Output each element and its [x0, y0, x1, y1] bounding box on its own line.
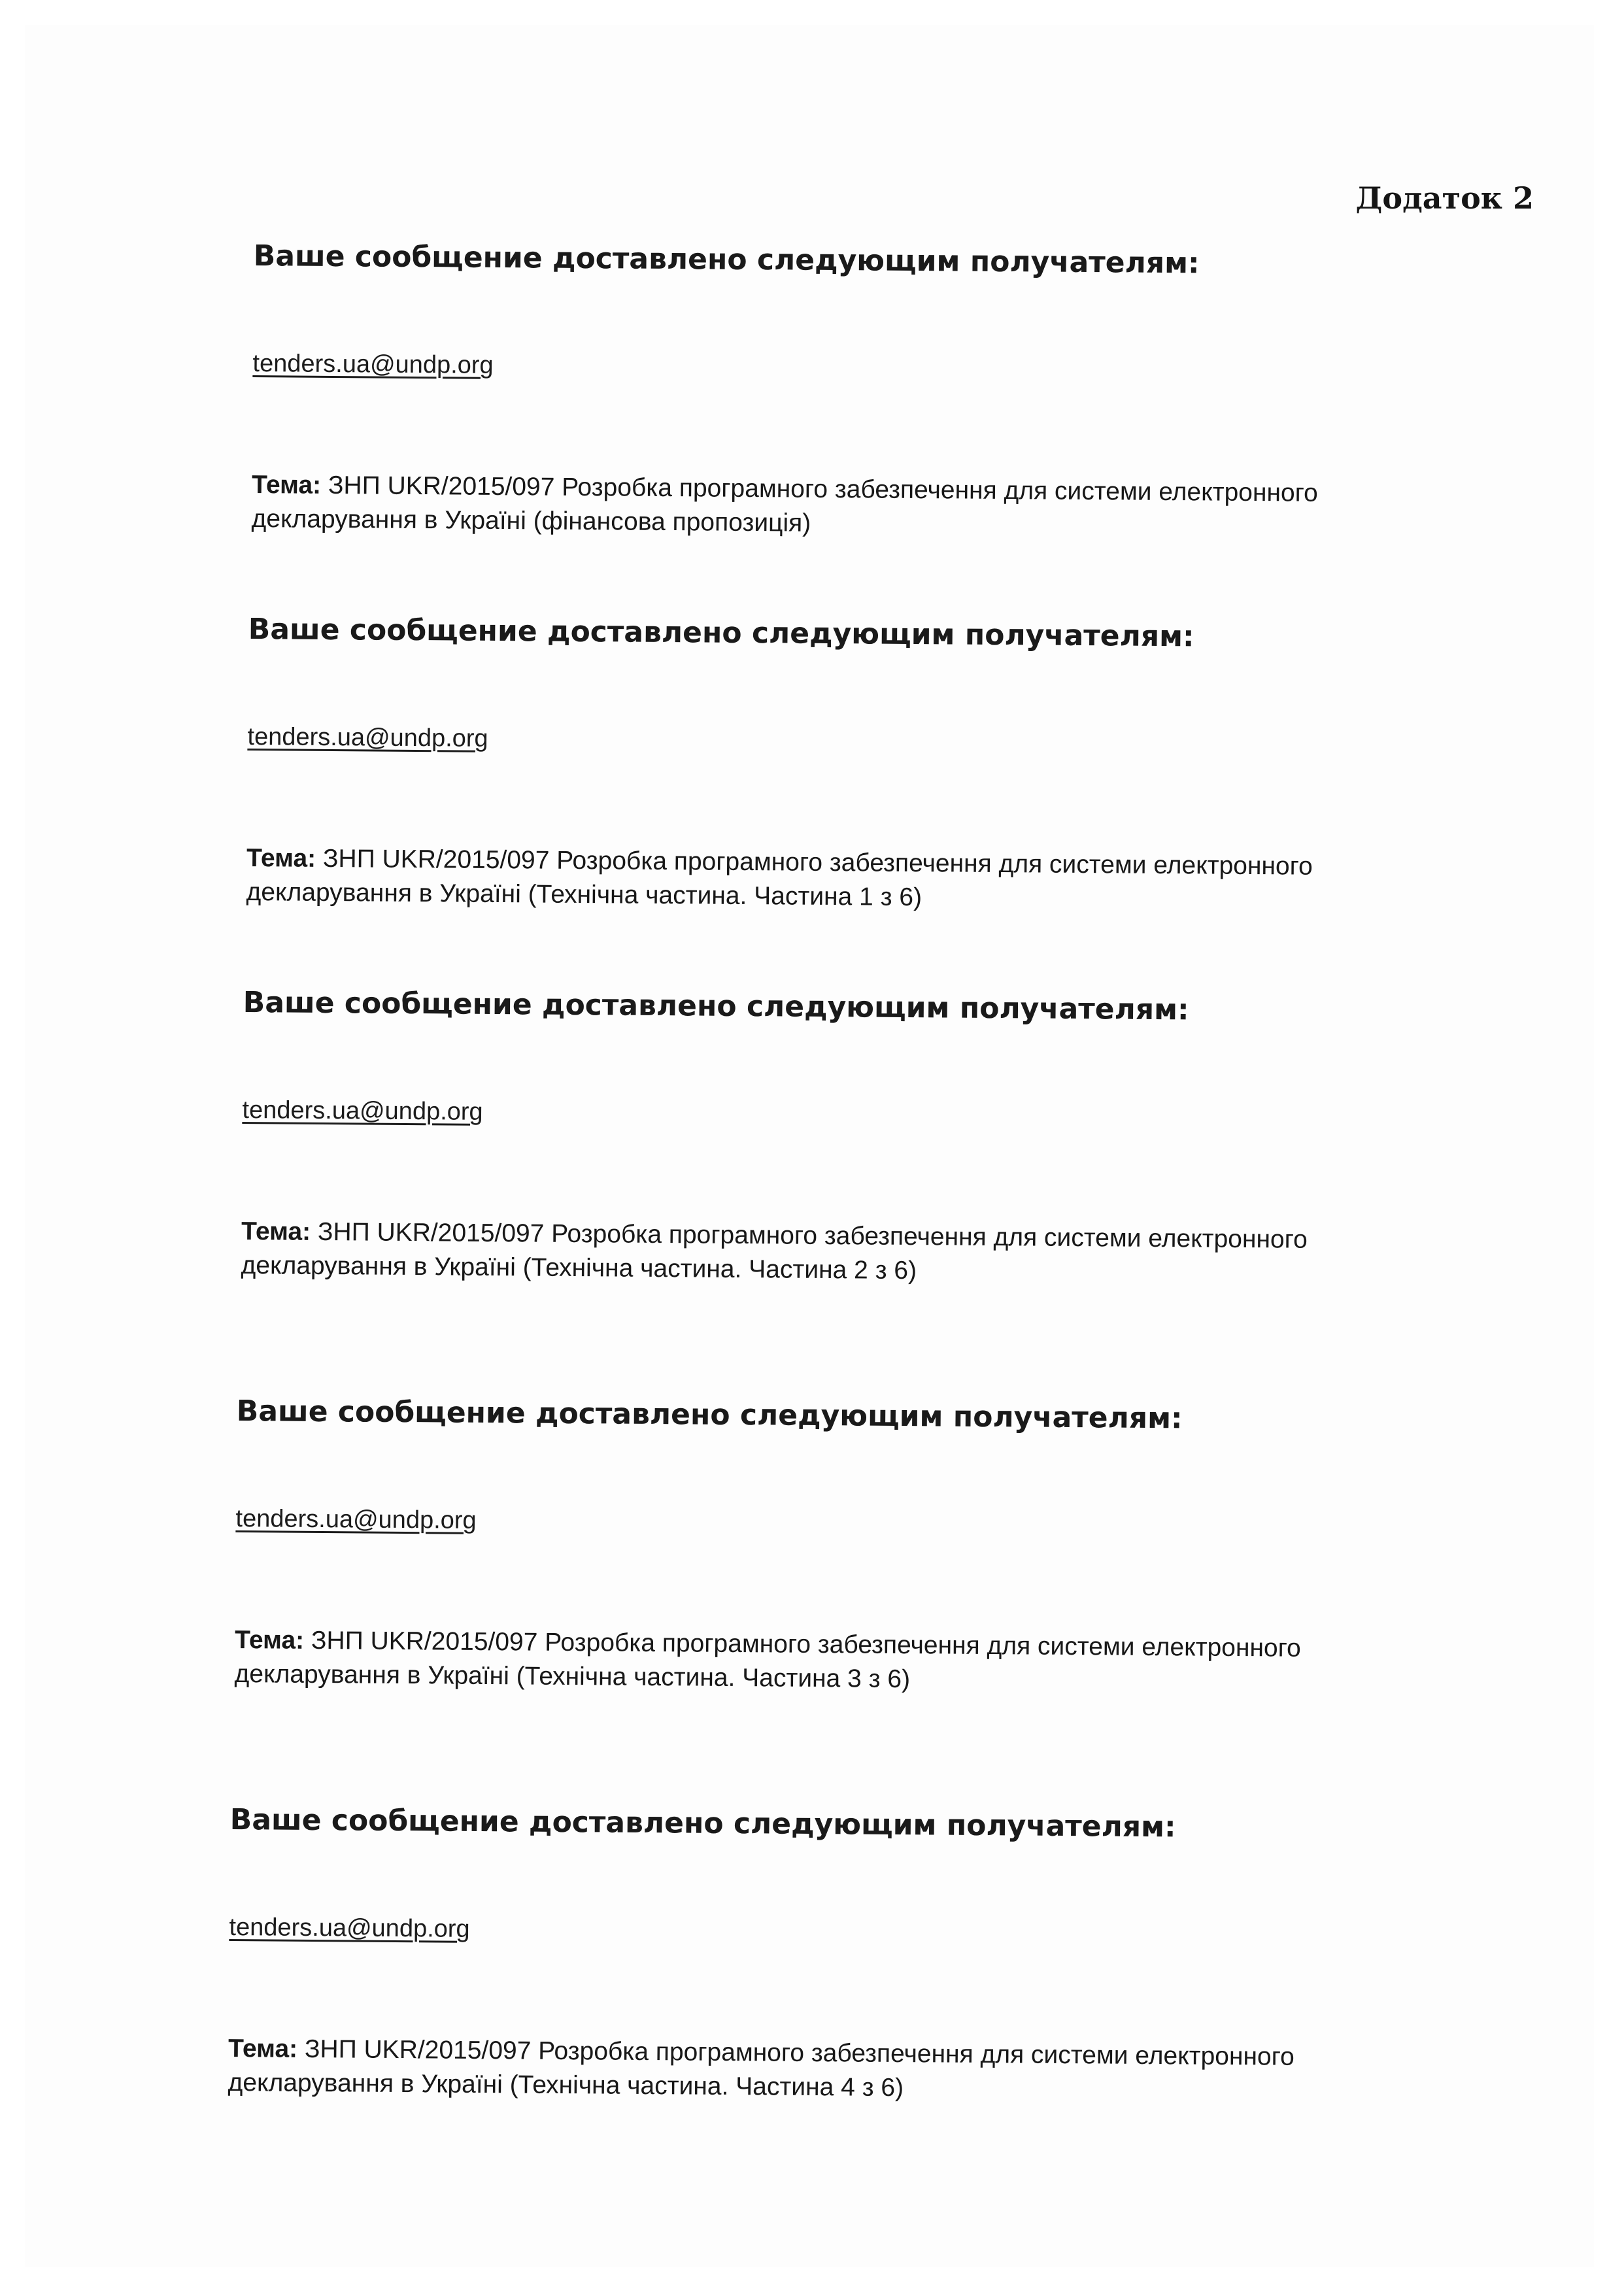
subject-text: ЗНП UKR/2015/097 Розробка програмного забезпечення для системи електронного декларування в Україні (Технічна частина. Частина 3 з 6) [234, 1626, 1301, 1694]
recipient-email: tenders.ua@undp.org [252, 349, 494, 379]
delivery-notice-block [241, 986, 1420, 1292]
delivery-heading: Ваше сообщение доставлено следующим получателям: [253, 239, 1200, 280]
recipient-email: tenders.ua@undp.org [229, 1913, 470, 1943]
subject-line [228, 2032, 1418, 2109]
subject-label: Тема: [234, 1625, 305, 1655]
subject-text: ЗНП UKR/2015/097 Розробка програмного забезпечення для системи електронного декларування в Україні (Технічна частина. Частина 2 з 6) [241, 1217, 1308, 1285]
subject-label: Тема: [241, 1217, 311, 1246]
recipient-email: tenders.ua@undp.org [247, 722, 488, 752]
subject-line [251, 468, 1442, 545]
recipient-email: tenders.ua@undp.org [235, 1504, 477, 1534]
subject-line [241, 1215, 1431, 1292]
subject-text: ЗНП UKR/2015/097 Розробка програмного забезпечення для системи електронного декларування в Україні (фінансова пропозиція) [251, 471, 1318, 537]
appendix-label: Додаток 2 [1355, 180, 1534, 216]
delivery-notice-block [228, 1803, 1407, 2109]
delivery-heading: Ваше сообщение доставлено следующим получателям: [243, 986, 1189, 1027]
delivery-notice-block [246, 613, 1425, 919]
subject-label: Тема: [251, 470, 322, 499]
delivery-heading: Ваше сообщение доставлено следующим получателям: [236, 1394, 1183, 1436]
subject-line [246, 841, 1436, 919]
subject-label: Тема: [228, 2034, 298, 2063]
delivery-heading: Ваше сообщение доставлено следующим получателям: [248, 613, 1194, 654]
subject-line [234, 1623, 1425, 1700]
recipient-email: tenders.ua@undp.org [242, 1096, 483, 1126]
subject-text: ЗНП UKR/2015/097 Розробка програмного забезпечення для системи електронного декларування в Україні (Технічна частина. Частина 4 з 6) [228, 2034, 1294, 2102]
delivery-notice-block [234, 1394, 1413, 1700]
delivery-heading: Ваше сообщение доставлено следующим получателям: [229, 1803, 1176, 1844]
subject-label: Тема: [246, 843, 316, 873]
subject-text: ЗНП UKR/2015/097 Розробка програмного забезпечення для системи електронного декларування в Україні (Технічна частина. Частина 1 з 6) [246, 844, 1313, 912]
delivery-notice-block [251, 239, 1430, 545]
